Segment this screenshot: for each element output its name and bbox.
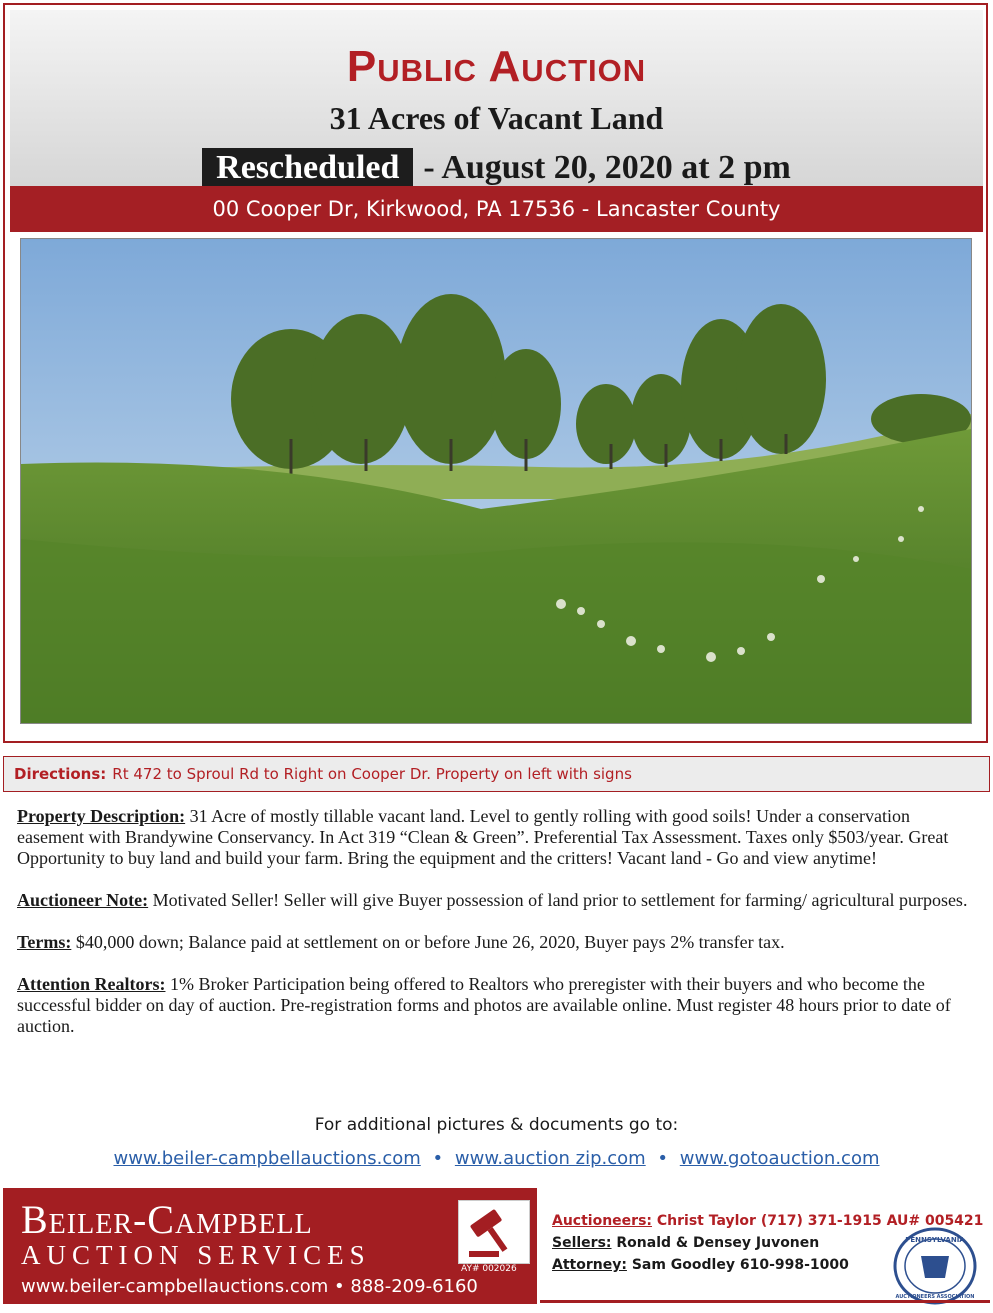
brand-name: Beiler-Campbell	[21, 1197, 313, 1242]
property-address: 00 Cooper Dr, Kirkwood, PA 17536 - Lancaster County	[10, 186, 983, 232]
website-links	[0, 1148, 993, 1169]
brand-footer	[3, 1188, 537, 1304]
auction-header	[10, 10, 983, 186]
more-info-text: For additional pictures & documents go to:	[314, 1115, 679, 1135]
directions-text: Rt 472 to Sproul Rd to Right on Cooper Dr. Property on left with signs	[112, 765, 632, 783]
link-auction-zip[interactable]: www.auction zip.com	[454, 1148, 646, 1169]
attorney-label: Attorney:	[552, 1257, 627, 1273]
auctioneers-label: Auctioneers:	[552, 1213, 653, 1229]
landscape-photo	[20, 238, 972, 724]
attention-realtors	[17, 974, 979, 1037]
section-label: Attention Realtors:	[17, 974, 166, 994]
footer-divider	[540, 1300, 990, 1303]
auction-date-row	[10, 146, 983, 190]
directions-label: Directions:	[14, 765, 107, 783]
brand-contact: www.beiler-campbellauctions.com • 888-209-6160	[21, 1276, 478, 1297]
page-subtitle: 31 Acres of Vacant Land	[329, 100, 664, 136]
attorney-value: Sam Goodley 610-998-1000	[631, 1257, 849, 1273]
seal-top-text: PENNSYLVANIA	[905, 1236, 965, 1244]
section-text: 1% Broker Participation being offered to Realtors who preregister with their buyers and who become the successful bidder on day of auction. Pre-registration forms and photos are available online. Must register 48 hours prior to date of auction.	[17, 974, 951, 1036]
sellers-value: Ronald & Densey Juvonen	[616, 1235, 820, 1251]
link-gotoauction[interactable]: www.gotoauction.com	[679, 1148, 880, 1169]
rescheduled-badge: Rescheduled	[202, 148, 413, 188]
brand-subtitle: AUCTION SERVICES	[21, 1240, 371, 1270]
auctioneer-note	[17, 890, 979, 911]
seal-bottom-text: AUCTIONEERS ASSOCIATION	[895, 1294, 975, 1300]
property-description	[17, 806, 979, 869]
auctioneers-value: Christ Taylor (717) 371-1915 AU# 005421	[656, 1213, 984, 1229]
section-label: Property Description:	[17, 806, 186, 826]
terms	[17, 932, 979, 953]
link-beiler-campbell[interactable]: www.beiler-campbellauctions.com	[113, 1148, 421, 1169]
directions-bar	[3, 756, 990, 792]
sellers-label: Sellers:	[552, 1235, 612, 1251]
separator-dot: •	[657, 1148, 669, 1169]
section-text: Motivated Seller! Seller will give Buyer possession of land prior to settlement for farming/ agricultural purposes.	[152, 890, 968, 910]
section-text: 31 Acre of mostly tillable vacant land. Level to gently rolling with good soils! Under a conservation easement with Brandywine Conservancy. In Act 319 “Clean & Green”. Preferential Tax Assessment. Taxes only $503/year. Great Opportunity to buy land and build your farm. Bring the equipment and the critters! Vacant land - Go and view anytime!	[17, 806, 949, 868]
license-number: AY# 002026	[461, 1264, 517, 1274]
separator-dot: •	[432, 1148, 444, 1169]
page-title: Public Auction	[346, 42, 647, 91]
auction-date: - August 20, 2020 at 2 pm	[423, 149, 791, 186]
pa-keystone-seal-icon	[893, 1226, 977, 1306]
section-text: $40,000 down; Balance paid at settlement on or before June 26, 2020, Buyer pays 2% transfer tax.	[75, 932, 785, 952]
section-label: Terms:	[17, 932, 72, 952]
property-details	[17, 806, 979, 1058]
gavel-icon	[458, 1200, 530, 1264]
section-label: Auctioneer Note:	[17, 890, 149, 910]
